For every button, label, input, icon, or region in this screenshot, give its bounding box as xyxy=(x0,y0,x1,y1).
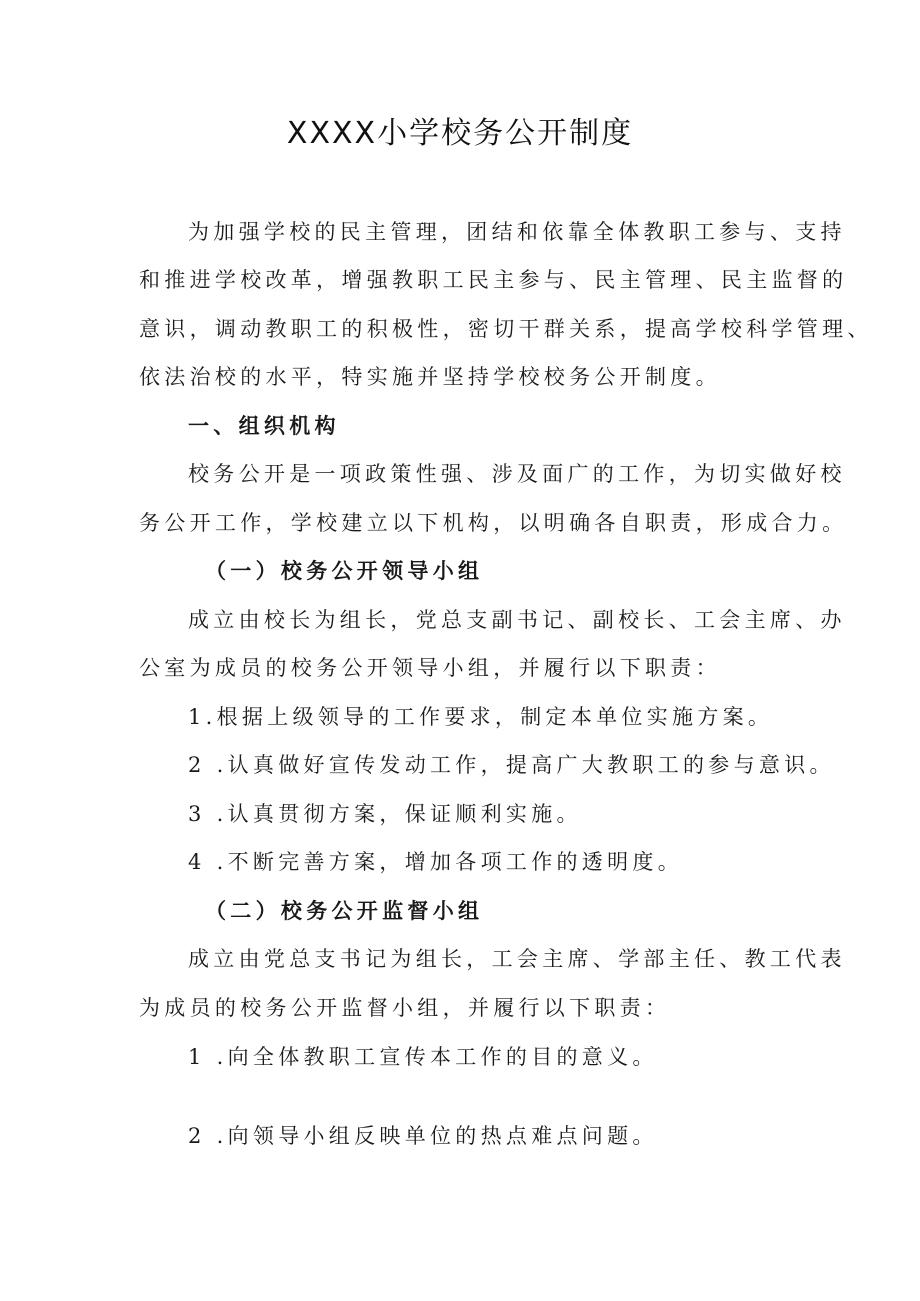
section-1-line-2: 务公开工作，学校建立以下机构，以明确各自职责，形成合力。 xyxy=(139,511,848,535)
subsection-2-line-1: 成立由党总支书记为组长，工会主席、学部主任、教工代表 xyxy=(188,947,846,971)
intro-line-2: 和推进学校改革，增强教职工民主参与、民主管理、民主监督的 xyxy=(139,268,848,292)
subsection-1-item-1: 1.根据上级领导的工作要求，制定本单位实施方案。 xyxy=(188,705,774,729)
subsection-2-item-2: 2 .向领导小组反映单位的热点难点问题。 xyxy=(188,1124,658,1148)
document-title: XXXX小学校务公开制度 xyxy=(286,116,634,151)
subsection-1-item-2: 2 .认真做好宣传发动工作，提高广大教职工的参与意识。 xyxy=(188,753,835,777)
section-1-heading: 一、组织机构 xyxy=(188,414,340,438)
subsection-1-line-2: 公室为成员的校务公开领导小组，并履行以下职责： xyxy=(139,656,721,680)
subsection-1-line-1: 成立由校长为组长，党总支副书记、副校长、工会主席、办 xyxy=(188,608,846,632)
intro-line-4: 依法治校的水平，特实施并坚持学校校务公开制度。 xyxy=(139,365,721,389)
subsection-1-item-3: 3 .认真贯彻方案，保证顺利实施。 xyxy=(188,802,582,826)
subsection-2-item-1: 1 .向全体教职工宣传本工作的目的意义。 xyxy=(188,1045,658,1069)
subsection-2-line-2: 为成员的校务公开监督小组，并履行以下职责： xyxy=(139,996,671,1020)
intro-line-1: 为加强学校的民主管理，团结和依靠全体教职工参与、支持 xyxy=(188,220,846,244)
subsection-1-item-4: 4 .不断完善方案，增加各项工作的透明度。 xyxy=(188,850,684,874)
subsection-2-heading: （二）校务公开监督小组 xyxy=(205,899,484,923)
section-1-line-1: 校务公开是一项政策性强、涉及面广的工作，为切实做好校 xyxy=(188,462,846,486)
intro-line-3: 意识，调动教职工的积极性，密切干群关系，提高学校科学管理、 xyxy=(139,317,873,341)
subsection-1-heading: （一）校务公开领导小组 xyxy=(205,559,484,583)
